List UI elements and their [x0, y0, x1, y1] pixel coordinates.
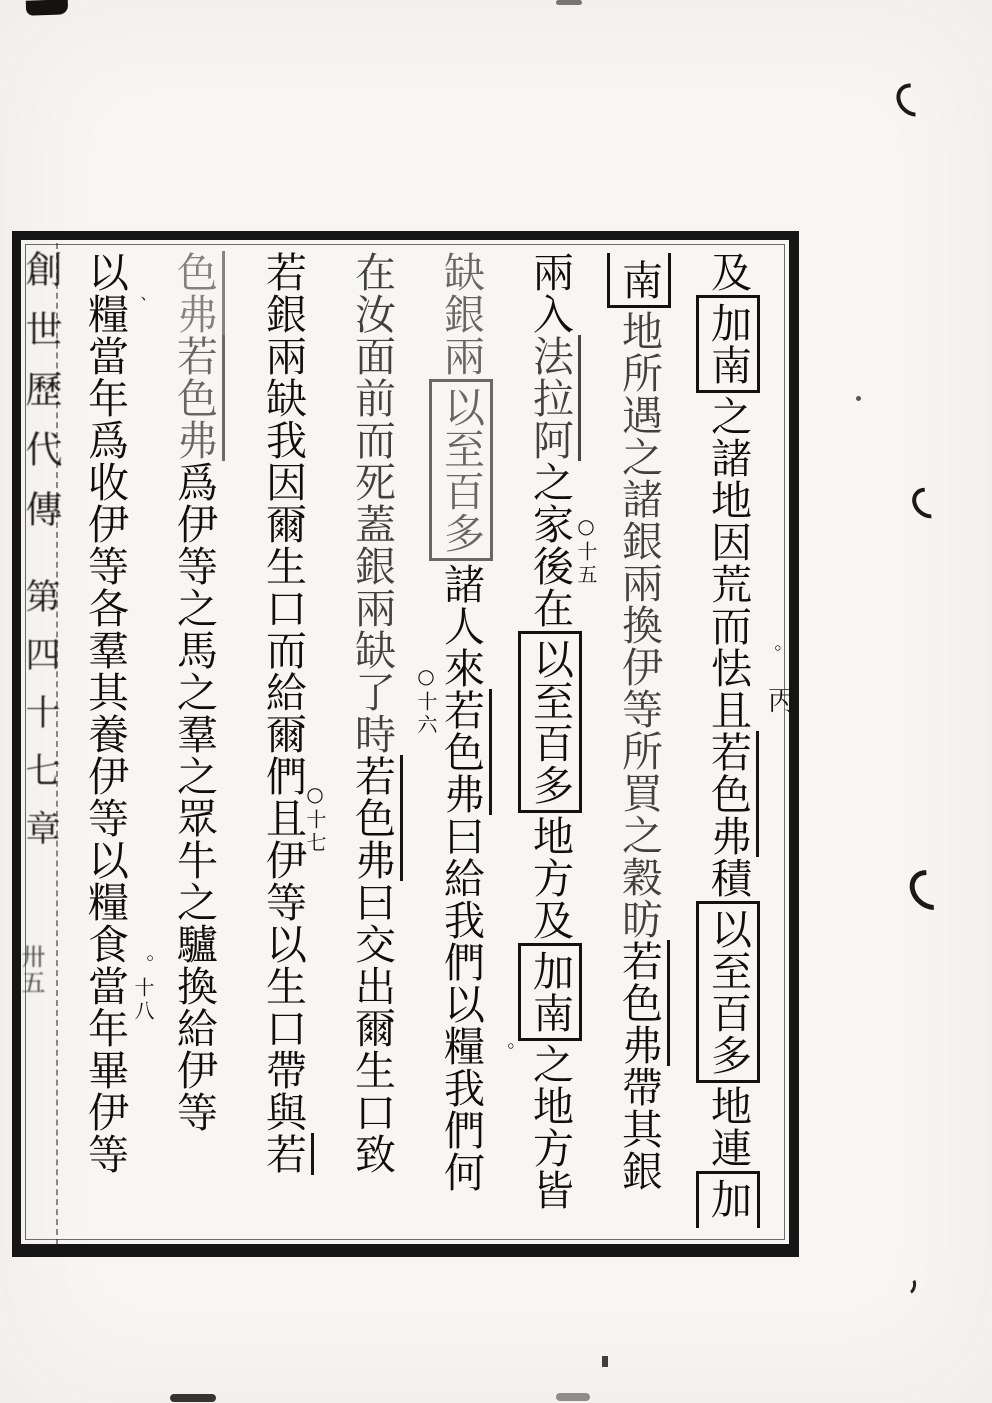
text-column-4: [416, 251, 505, 1239]
person-name-marked: 若色弗: [348, 755, 403, 881]
person-name-marked: 色弗: [170, 251, 225, 335]
text-segment: 及: [704, 251, 752, 293]
text-column-8: [60, 251, 149, 1239]
place-name-boxed: 以至百多: [429, 379, 493, 561]
sentence-circle-mark: 。: [493, 1042, 515, 1064]
place-name-boxed: 加南: [518, 943, 582, 1041]
scan-artifact-speck: [856, 396, 861, 401]
text-segment: 地連: [704, 1085, 752, 1169]
text-column-5: [327, 251, 416, 1239]
text-segment: 缺銀兩: [437, 251, 485, 377]
scan-artifact-crescent: [902, 862, 959, 918]
text-column-2: [594, 251, 683, 1239]
scan-artifact-speck: [899, 1274, 918, 1296]
margin-section-letter: 丙: [763, 686, 794, 713]
text-segment: 兩入: [526, 251, 574, 335]
person-name-marked: 若色弗: [704, 731, 759, 857]
scan-artifact-speck: [556, 1393, 590, 1401]
text-segment: 之家後在: [526, 461, 574, 629]
text-block: [60, 251, 772, 1239]
text-segment: 之諸地因荒而怯且: [704, 395, 752, 731]
person-name-marked: 若色弗: [437, 689, 492, 815]
place-name-boxed: 以至百多: [518, 631, 582, 813]
place-name-boxed: 加: [696, 1171, 760, 1228]
text-column-7: [149, 251, 238, 1239]
place-name-boxed: 以至百多: [696, 901, 760, 1083]
margin-circle-mark: 。: [760, 644, 782, 666]
text-segment: 帶其銀: [615, 1066, 663, 1192]
place-name-boxed: 加南: [696, 295, 760, 393]
scan-artifact-crescent: [890, 77, 937, 124]
text-segment: 積: [704, 857, 752, 899]
folio-number: 卅五: [17, 944, 45, 996]
verse-16-marker: ○十六: [414, 664, 438, 737]
text-segment: 地所遇之諸銀兩換伊等所買之穀昉: [615, 310, 663, 940]
person-name-marked: 若色弗: [170, 335, 225, 461]
scan-artifact-speck: [170, 1394, 216, 1402]
book-title: 創世歷代傳: [19, 250, 62, 550]
person-name-marked: 若: [259, 1133, 314, 1175]
scan-artifact-speck: [602, 1356, 608, 1367]
chapter-heading: 第四十七章: [20, 578, 60, 868]
scan-artifact-crescent: [906, 481, 950, 524]
text-segment: 以糧當年爲收伊等各羣其養伊等以糧食當年畢伊等: [81, 251, 129, 1175]
text-column-3: [505, 251, 594, 1239]
text-column-6: [238, 251, 327, 1239]
text-segment: 之地方皆: [526, 1043, 574, 1211]
text-segment: 曰給我們以糧我們何: [437, 815, 485, 1193]
text-segment: 若銀兩缺我因爾生口而給爾們且伊等以生口帶與: [259, 251, 307, 1133]
scan-artifact-speck: [26, 0, 68, 16]
text-segment: 曰交出爾生口致: [348, 881, 396, 1175]
verse-15-marker: ○十五: [574, 514, 598, 587]
text-segment: 在汝面前而死蓋銀兩缺了時: [348, 251, 396, 755]
place-name-boxed: 南: [607, 253, 671, 308]
verse-17-marker: ○十七: [303, 782, 327, 855]
text-segment: 爲伊等之馬之羣之眾牛之驢換給伊等: [170, 461, 218, 1133]
text-column-1: [683, 251, 772, 1239]
text-segment: 地方及: [526, 815, 574, 941]
person-name-marked: 若色弗: [615, 940, 670, 1066]
verse-18-marker: 。十八: [131, 954, 155, 1023]
small-tick-mark: 、: [128, 296, 147, 315]
scan-artifact-speck: [556, 0, 582, 5]
text-segment: 諸人來: [437, 563, 485, 689]
person-name-marked: 法拉阿: [526, 335, 581, 461]
